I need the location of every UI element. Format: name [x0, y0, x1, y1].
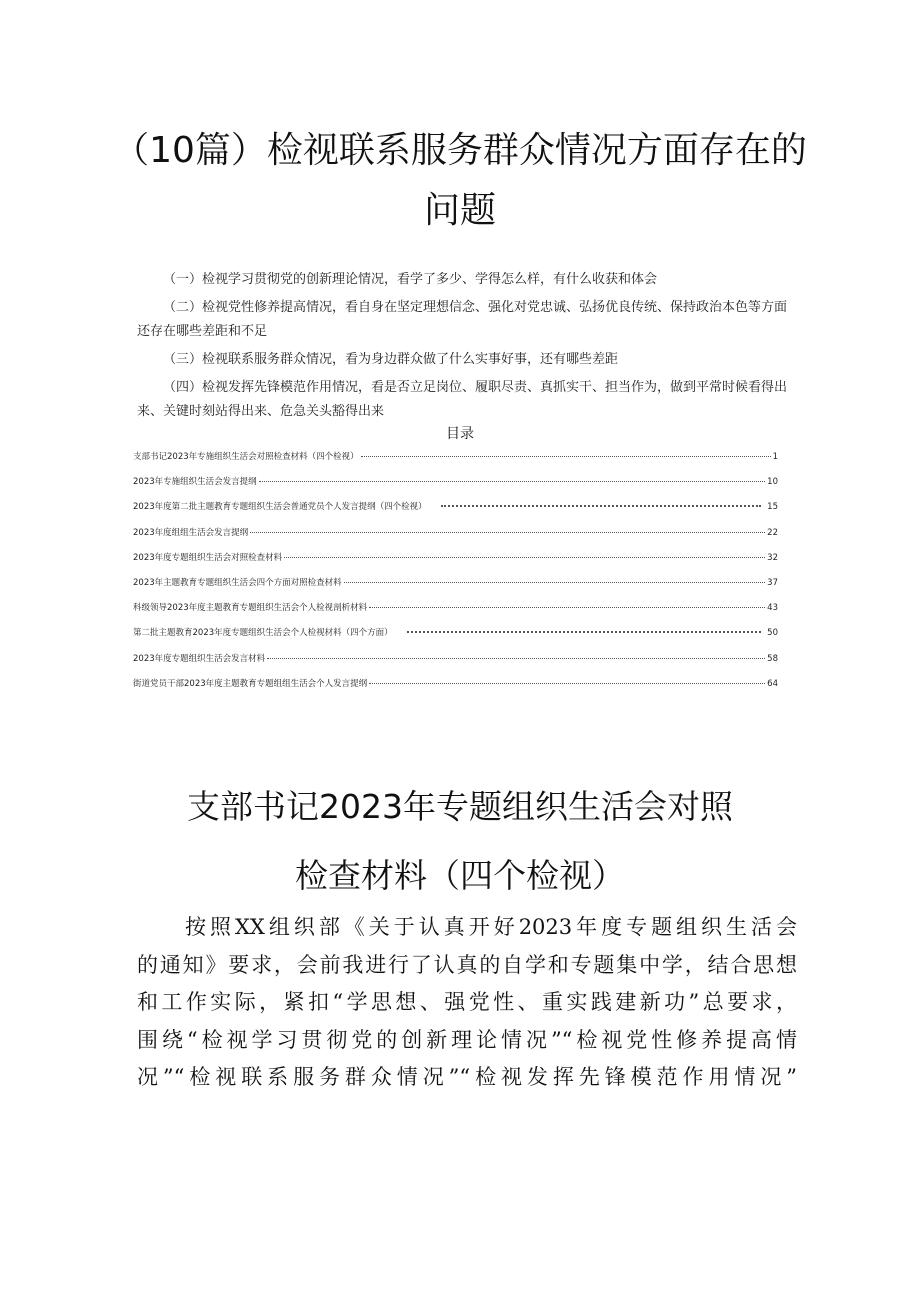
body-line: 的通知》要求，会前我进行了认真的自学和专题集中学，结合思想 — [137, 952, 797, 977]
document-title-line-2: 问题 — [423, 190, 496, 231]
toc-leader-dots — [361, 456, 771, 457]
toc-leader-dots — [284, 557, 765, 558]
toc-entry[interactable] — [133, 475, 778, 500]
toc-entry-page: 58 — [767, 653, 778, 664]
intro-item: （一）检视学习贯彻党的创新理论情况，看学了多少、学得怎么样，有什么收获和体会 — [163, 272, 658, 287]
toc-entry-title: 2023年度专题组织生活会发言材料 — [133, 653, 266, 664]
toc-heading: 目录 — [446, 426, 474, 442]
toc-entry[interactable] — [133, 551, 778, 576]
toc-entry-title: 街道党员干部2023年度主题教育专题组组生活会个人发言提纲 — [133, 678, 368, 689]
section-title-line-1: 支部书记2023年专题组织生活会对照 — [187, 787, 733, 826]
toc-entry-page: 32 — [767, 552, 778, 563]
toc-entry-page: 64 — [767, 678, 778, 689]
toc-entry-page: 50 — [767, 628, 778, 639]
toc-entry-title: 支部书记2023年专施组织生活会对照检查材料（四个检视） — [133, 452, 359, 462]
toc-entry[interactable] — [133, 677, 778, 702]
body-line: 和工作实际，紧扣“学思想、强党性、重实践建新功”总要求， — [137, 990, 797, 1014]
body-paragraph — [137, 909, 797, 1097]
toc-entry[interactable] — [133, 576, 778, 601]
toc-leader-dots — [407, 631, 762, 633]
toc-entry-title: 2023年度专题组织生活会对照检查材料 — [133, 552, 283, 563]
table-of-contents — [133, 450, 778, 702]
toc-leader-dots — [259, 481, 766, 482]
toc-entry-page: 15 — [767, 502, 778, 513]
intro-item: （三）检视联系服务群众情况，看为身边群众做了什么实事好事，还有哪些差距 — [163, 352, 619, 367]
document-title-line-1: （10篇）检视联系服务群众情况方面存在的 — [113, 130, 807, 171]
toc-entry[interactable] — [133, 626, 778, 651]
toc-entry[interactable] — [133, 450, 778, 475]
intro-item: （二）检视党性修养提高情况，看自身在坚定理想信念、强化对党忠诚、弘扬优良传统、保持政治本色等方面还存在哪些差距和不足 — [137, 300, 788, 339]
toc-entry-title: 2023年主题教育专题组织生活会四个方面对照检查材料 — [133, 577, 342, 588]
toc-leader-dots — [369, 607, 765, 608]
intro-block — [137, 272, 797, 424]
toc-leader-dots — [369, 683, 765, 684]
toc-entry-title: 2023年度第二批主题教育专题组织生活会普通党员个人发言提纲（四个检视） — [133, 502, 427, 513]
toc-leader-dots — [344, 582, 766, 583]
toc-entry[interactable] — [133, 500, 778, 525]
toc-entry[interactable] — [133, 526, 778, 551]
toc-entry-title: 2023年专施组织生活会发言提纲 — [133, 477, 257, 488]
toc-entry-page: 22 — [767, 527, 778, 538]
toc-entry-page: 1 — [772, 452, 778, 462]
toc-entry-page: 43 — [767, 603, 778, 614]
section-title-line-2: 检查材料（四个检视） — [295, 856, 625, 895]
toc-entry-title: 第二批主题教育2023年度专题组织生活会个人检视材料（四个方面） — [133, 628, 393, 639]
toc-entry-page: 37 — [767, 577, 778, 588]
toc-leader-dots — [441, 505, 762, 507]
body-line: 按照XX组织部《关于认真开好2023年度专题组织生活会 — [185, 915, 797, 939]
body-line: 围绕“检视学习贯彻党的创新理论情况”“检视党性修养提高情 — [137, 1027, 797, 1052]
toc-entry-page: 10 — [767, 477, 778, 488]
toc-leader-dots — [267, 658, 765, 659]
toc-entry-title: 科级领导2023年度主题教育专题组织生活会个人检视剖析材料 — [133, 603, 368, 614]
toc-leader-dots — [250, 532, 765, 533]
toc-entry[interactable] — [133, 652, 778, 677]
toc-entry[interactable] — [133, 601, 778, 626]
toc-entry-title: 2023年度组组生活会发言提纲 — [133, 527, 249, 538]
intro-item: （四）检视发挥先锋模范作用情况，看是否立足岗位、履职尽责、真抓实干、担当作为，做到平常时候看得出来、关键时刻站得出来、危急关头豁得出来 — [137, 380, 788, 419]
body-line: 况”“检视联系服务群众情况”“检视发挥先锋模范作用情况” — [137, 1065, 797, 1089]
